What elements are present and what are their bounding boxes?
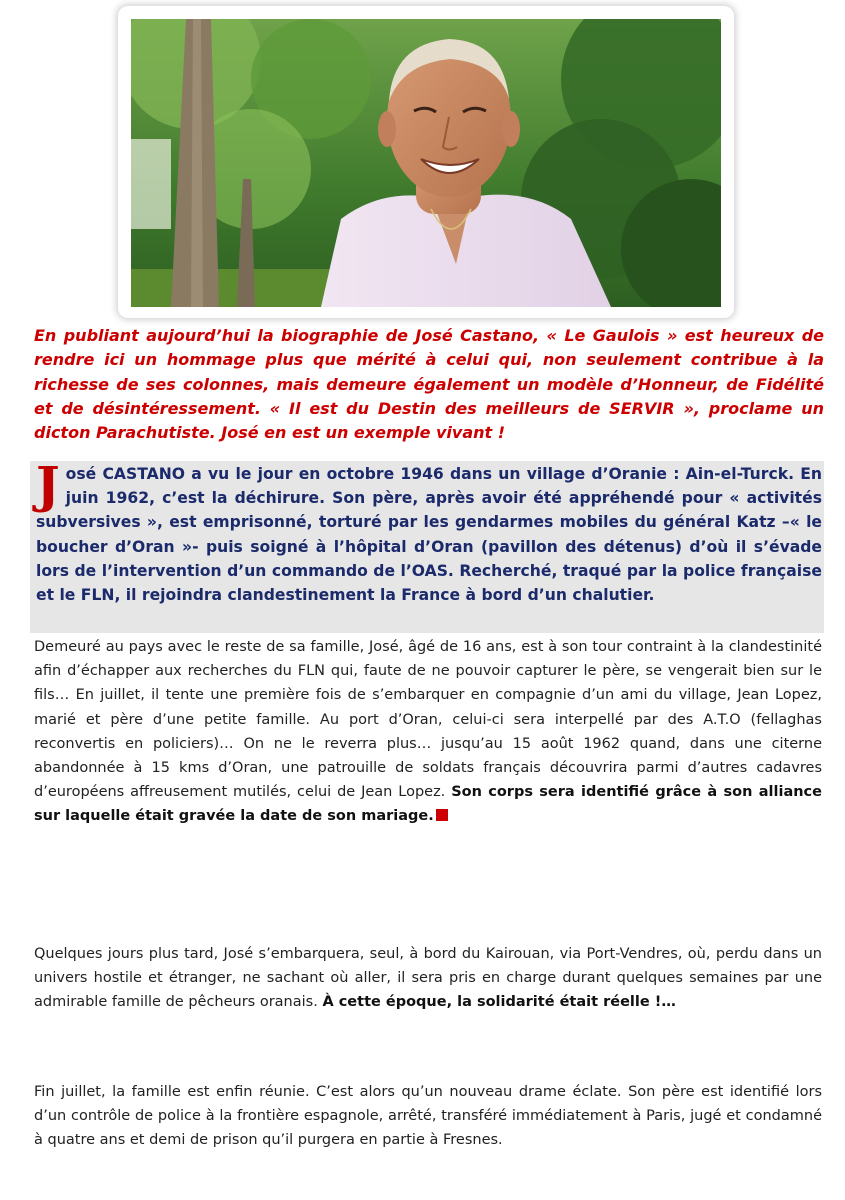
paragraph-3: Fin juillet, la famille est enfin réunie. C’est alors qu’un nouveau drame éclate. Son père est identifié lors d’un contrôle de police à la frontière espagnole, arrêté, transféré immédiatement à Paris, jugé et condamné à quatre ans et demi de prison qu’il purgera en partie à Fresnes.	[34, 1084, 822, 1149]
paragraph-2-text: Quelques jours plus tard, José s’embarquera, seul, à bord du Kairouan, via Port-Vendres, où, perdu dans un univers hostile et étranger, ne sachant où aller, il sera pris en charge durant quelques semaines par une admirable famille de pêcheurs oranais.	[34, 946, 822, 1011]
portrait-photo	[131, 19, 721, 307]
paragraph-2-bold: À cette époque, la solidarité était réelle !…	[322, 994, 676, 1011]
paragraph-1-text: Demeuré au pays avec le reste de sa famille, José, âgé de 16 ans, est à son tour contraint à la clandestinité afin d’échapper aux recherches du FLN qui, faute de ne pouvoir capturer le père, se vengerait bien sur le fils… En juillet, il tente une première fois de s’embarquer en compagnie d’un ami du village, Jean Lopez, marié et père d’une petite famille. Au port d’Oran, celui-ci sera interpellé par des A.T.O (fellaghas reconvertis en policiers)… On ne le reverra plus… jusqu’au 15 août 1962 quand, dans une citerne abandonnée à 15 kms d’Oran, une patrouille de soldats français découvrira parmi d’autres cadavres d’européens affreusement mutilés, celui de Jean Lopez.	[34, 639, 822, 801]
end-square-icon	[436, 809, 448, 821]
drop-cap: J	[36, 455, 60, 514]
biography-text: osé CASTANO a vu le jour en octobre 1946 dans un village d’Oranie : Ain-el-Turck. En juin 1962, c’est la déchirure. Son père, après avoir été appréhendé pour « activités subversives », est emprisonné, torturé par les gendarmes mobiles du général Katz –« le boucher d’Oran »- puis soigné à l’hôpital d’Oran (pavillon des détenus) d’où il s’évade lors de l’intervention d’un commando de l’OAS. Recherché, traqué par la police française et le FLN, il rejoindra clandestinement la France à bord d’un chalutier.	[36, 465, 822, 605]
paragraph-2	[34, 942, 822, 1015]
photo-frame	[118, 6, 734, 318]
paragraph-1-bold: Son corps sera identifié grâce à son alliance sur laquelle était gravée la date de son mariage.	[34, 784, 822, 825]
intro-paragraph: En publiant aujourd’hui la biographie de José Castano, « Le Gaulois » est heureux de rendre ici un hommage plus que mérité à celui qui, non seulement contribue à la richesse de ses colonnes, mais demeure également un modèle d’Honneur, de Fidélité et de désintéressement. « Il est du Destin des meilleurs de SERVIR », proclame un dicton Parachutiste. José en est un exemple vivant !	[34, 326, 824, 443]
biography-paragraph	[36, 455, 822, 607]
paragraph-1	[34, 635, 822, 829]
